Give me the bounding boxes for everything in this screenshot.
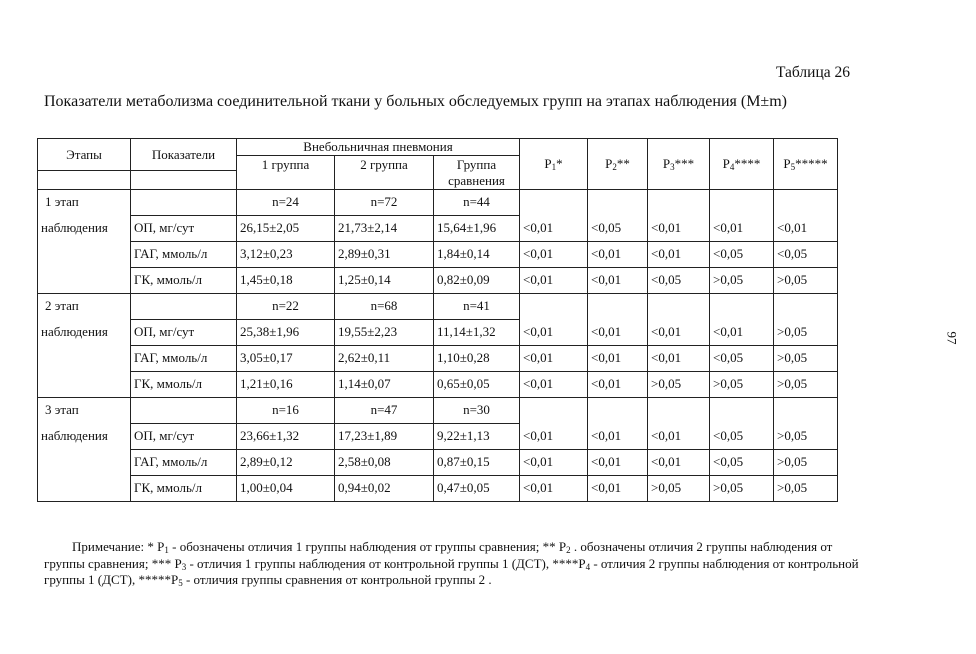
p4-value: <0,05 (710, 450, 774, 476)
stage-label-line2: наблюдения (38, 424, 131, 502)
table-caption: Показатели метаболизма соединительной ткани у больных обследуемых групп на этапах наблюдения (M±m) (44, 93, 787, 110)
p2-value: <0,01 (588, 372, 648, 398)
p4-value: <0,05 (710, 424, 774, 450)
table-row (38, 372, 838, 398)
p5-value: >0,05 (774, 268, 838, 294)
group1-value: 3,05±0,17 (237, 346, 335, 372)
p-empty (648, 398, 710, 424)
p4-value: >0,05 (710, 372, 774, 398)
group2-value: 0,94±0,02 (335, 476, 434, 502)
stage-label-line2: наблюдения (38, 216, 131, 294)
stage-label: 1 этап (38, 190, 131, 216)
header-indicators: Показатели (131, 139, 237, 171)
group-n: n=44 (434, 190, 520, 216)
p3-value: <0,01 (648, 424, 710, 450)
p1-value: <0,01 (520, 320, 588, 346)
group-n: n=68 (335, 294, 434, 320)
p5-value: >0,05 (774, 320, 838, 346)
p1-value: <0,01 (520, 476, 588, 502)
p5-value: >0,05 (774, 450, 838, 476)
table-row (38, 242, 838, 268)
p-empty (774, 398, 838, 424)
header-row-1 (38, 139, 838, 156)
header-p3: $P_3***$ (648, 139, 710, 190)
p-empty (520, 398, 588, 424)
p5-value: >0,05 (774, 476, 838, 502)
table-row (38, 268, 838, 294)
p3-value: <0,05 (648, 268, 710, 294)
stage-label: 2 этап (38, 294, 131, 320)
p1-value: <0,01 (520, 450, 588, 476)
p1-value: <0,01 (520, 216, 588, 242)
p3-value: <0,01 (648, 450, 710, 476)
p-empty (588, 294, 648, 320)
p3-value: <0,01 (648, 216, 710, 242)
p2-value: <0,05 (588, 216, 648, 242)
group-n: n=47 (335, 398, 434, 424)
group1-value: 25,38±1,96 (237, 320, 335, 346)
p4-value: >0,05 (710, 268, 774, 294)
group-cmp-value: 11,14±1,32 (434, 320, 520, 346)
table-row (38, 476, 838, 502)
indicator-name: ГАГ, ммоль/л (131, 242, 237, 268)
p3-value: <0,01 (648, 242, 710, 268)
p2-value: <0,01 (588, 450, 648, 476)
indicator-empty (131, 190, 237, 216)
table-note: Примечание: * $P_1$ - обозначены отличия 1 группы наблюдения от группы сравнения; ** $P_2$ . обозначены отличия 2 группы наблюдения от группы сравнения; *** $P_3$ - отличия 1 группы наблюдения от контрольной группы 1 (ДСТ), $****P_4$ - отличия 2 группы наблюдения от контрольной группы 1 (ДСТ), $*****P_5$ - отличия группы сравнения от контрольной группы 2 . (44, 539, 859, 588)
p4-value: <0,05 (710, 346, 774, 372)
p1-value: <0,01 (520, 242, 588, 268)
group1-value: 1,21±0,16 (237, 372, 335, 398)
p-empty (710, 190, 774, 216)
group-n: n=72 (335, 190, 434, 216)
p-empty (648, 294, 710, 320)
p2-value: <0,01 (588, 424, 648, 450)
p5-value: <0,05 (774, 242, 838, 268)
group1-value: 1,45±0,18 (237, 268, 335, 294)
group2-value: 19,55±2,23 (335, 320, 434, 346)
table-row (38, 346, 838, 372)
group-cmp-value: 0,47±0,05 (434, 476, 520, 502)
group2-value: 2,58±0,08 (335, 450, 434, 476)
p-empty (774, 190, 838, 216)
header-group2: 2 группа (335, 156, 434, 190)
group2-value: 1,25±0,14 (335, 268, 434, 294)
group-cmp-value: 0,65±0,05 (434, 372, 520, 398)
group-n: n=41 (434, 294, 520, 320)
p3-value: >0,05 (648, 476, 710, 502)
header-p1: $P_1*$ (520, 139, 588, 190)
group-cmp-value: 1,84±0,14 (434, 242, 520, 268)
group-cmp-value: 0,87±0,15 (434, 450, 520, 476)
group1-value: 26,15±2,05 (237, 216, 335, 242)
indicator-empty (131, 294, 237, 320)
p3-value: <0,01 (648, 346, 710, 372)
header-group-comparison: Группа сравнения (434, 156, 520, 190)
group1-value: 2,89±0,12 (237, 450, 335, 476)
table-row (38, 424, 838, 450)
p-empty (774, 294, 838, 320)
group1-value: 3,12±0,23 (237, 242, 335, 268)
group-cmp-value: 9,22±1,13 (434, 424, 520, 450)
header-p2: $P_2**$ (588, 139, 648, 190)
p2-value: <0,01 (588, 476, 648, 502)
header-group-span: Внебольничная пневмония (237, 139, 520, 156)
header-p4: $P_4****$ (710, 139, 774, 190)
page-number: 97 (944, 331, 960, 345)
group-n: n=16 (237, 398, 335, 424)
group2-value: 2,62±0,11 (335, 346, 434, 372)
p2-value: <0,01 (588, 320, 648, 346)
p2-value: <0,01 (588, 268, 648, 294)
table-row (38, 320, 838, 346)
stage-label: 3 этап (38, 398, 131, 424)
indicator-name: ОП, мг/сут (131, 320, 237, 346)
group2-value: 1,14±0,07 (335, 372, 434, 398)
header-p5: $P_5*****$ (774, 139, 838, 190)
indicator-name: ГК, ммоль/л (131, 268, 237, 294)
group-cmp-value: 0,82±0,09 (434, 268, 520, 294)
table-row (38, 216, 838, 242)
p1-value: <0,01 (520, 268, 588, 294)
indicator-name: ГК, ммоль/л (131, 372, 237, 398)
group-cmp-value: 1,10±0,28 (434, 346, 520, 372)
p3-value: >0,05 (648, 372, 710, 398)
stage-n-row (38, 190, 838, 216)
header-stages-spacer (38, 171, 131, 190)
header-indicators-spacer (131, 171, 237, 190)
p1-value: <0,01 (520, 372, 588, 398)
group-n: n=30 (434, 398, 520, 424)
indicator-name: ОП, мг/сут (131, 216, 237, 242)
indicator-name: ГК, ммоль/л (131, 476, 237, 502)
p-empty (588, 398, 648, 424)
p1-value: <0,01 (520, 346, 588, 372)
p-empty (648, 190, 710, 216)
p4-value: <0,01 (710, 320, 774, 346)
p4-value: <0,05 (710, 242, 774, 268)
indicator-empty (131, 398, 237, 424)
p-empty (710, 398, 774, 424)
indicator-name: ОП, мг/сут (131, 424, 237, 450)
p-empty (588, 190, 648, 216)
p5-value: >0,05 (774, 372, 838, 398)
p-empty (520, 190, 588, 216)
group-n: n=24 (237, 190, 335, 216)
p5-value: >0,05 (774, 346, 838, 372)
group-n: n=22 (237, 294, 335, 320)
p5-value: >0,05 (774, 424, 838, 450)
metabolism-table (37, 138, 838, 502)
p4-value: >0,05 (710, 476, 774, 502)
group2-value: 17,23±1,89 (335, 424, 434, 450)
table-row (38, 450, 838, 476)
p2-value: <0,01 (588, 346, 648, 372)
stage-label-line2: наблюдения (38, 320, 131, 398)
p3-value: <0,01 (648, 320, 710, 346)
header-group1: 1 группа (237, 156, 335, 190)
p4-value: <0,01 (710, 216, 774, 242)
p1-value: <0,01 (520, 424, 588, 450)
group2-value: 2,89±0,31 (335, 242, 434, 268)
stage-n-row (38, 398, 838, 424)
indicator-name: ГАГ, ммоль/л (131, 346, 237, 372)
group-cmp-value: 15,64±1,96 (434, 216, 520, 242)
group1-value: 1,00±0,04 (237, 476, 335, 502)
p5-value: <0,01 (774, 216, 838, 242)
group1-value: 23,66±1,32 (237, 424, 335, 450)
indicator-name: ГАГ, ммоль/л (131, 450, 237, 476)
table-number: Таблица 26 (775, 64, 850, 81)
p-empty (520, 294, 588, 320)
group2-value: 21,73±2,14 (335, 216, 434, 242)
stage-n-row (38, 294, 838, 320)
p-empty (710, 294, 774, 320)
header-stages: Этапы (38, 139, 131, 171)
p2-value: <0,01 (588, 242, 648, 268)
